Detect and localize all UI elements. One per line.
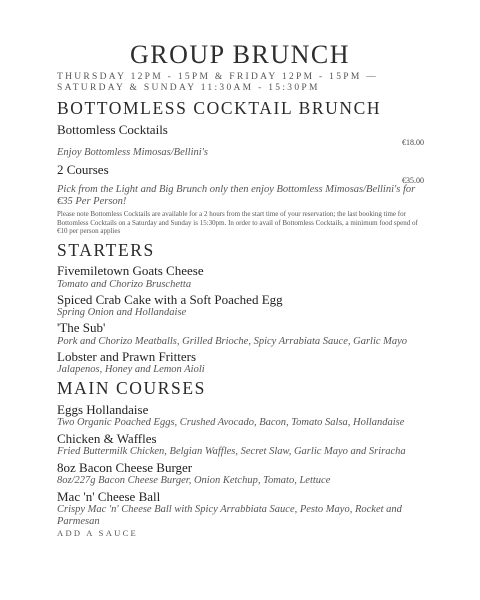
menu-item-name: Mac 'n' Cheese Ball bbox=[57, 489, 161, 504]
menu-item-description: 8oz/227g Bacon Cheese Burger, Onion Ketchup, Tomato, Lettuce bbox=[57, 475, 331, 486]
menu-item-name: 'The Sub' bbox=[57, 320, 106, 335]
brunch-schedule: THURSDAY 12PM - 15PM & FRIDAY 12PM - 15PM — SATURDAY & SUNDAY 11:30AM - 15:30PM bbox=[57, 72, 379, 93]
menu-item-name: 2 Courses bbox=[57, 162, 109, 177]
add-sauce-label: ADD A SAUCE bbox=[57, 528, 139, 538]
menu-item-name: Spiced Crab Cake with a Soft Poached Egg bbox=[57, 292, 283, 307]
menu-item-description: Pick from the Light and Big Brunch only then enjoy Bottomless Mimosas/Bellini's for €35 Per Person! bbox=[57, 184, 416, 207]
menu-item-description: Pork and Chorizo Meatballs, Grilled Brioche, Spicy Arrabiata Sauce, Garlic Mayo bbox=[57, 336, 408, 347]
menu-item-name: Lobster and Prawn Fritters bbox=[57, 349, 197, 364]
menu-item-description: Tomato and Chorizo Bruschetta bbox=[57, 279, 192, 290]
menu-item-description: Crispy Mac 'n' Cheese Ball with Spicy Arrabbiata Sauce, Pesto Mayo, Rocket and Parmesan bbox=[57, 504, 402, 527]
menu-item-name: Chicken & Waffles bbox=[57, 431, 157, 446]
menu-item-name: Bottomless Cocktails bbox=[57, 122, 168, 137]
section-heading-cocktail-brunch: BOTTOMLESS COCKTAIL BRUNCH bbox=[57, 98, 382, 118]
menu-item-description: Jalapenos, Honey and Lemon Aioli bbox=[57, 364, 205, 375]
menu-item-name: Eggs Hollandaise bbox=[57, 402, 149, 417]
menu-item-description: Fried Buttermilk Chicken, Belgian Waffles, Secret Slaw, Garlic Mayo and Sriracha bbox=[57, 446, 406, 457]
section-heading-starters: STARTERS bbox=[57, 240, 155, 260]
menu-item-name: Fivemiletown Goats Cheese bbox=[57, 263, 204, 278]
menu-item-price: €18.00 bbox=[402, 138, 424, 147]
menu-item-description: Enjoy Bottomless Mimosas/Bellini's bbox=[57, 147, 208, 158]
page-title: GROUP BRUNCH bbox=[129, 40, 351, 69]
menu-item-price: €35.00 bbox=[402, 176, 424, 185]
bottomless-note: Please note Bottomless Cocktails are available for a 2 hours from the start time of your reservation; the last booking time for Bottomless Cocktails on a Saturday and Sunday is 15:30pm. In order to avail of Bottomless Cocktails, a minimum food spend of €10 per person applies bbox=[57, 210, 418, 236]
menu-item-description: Spring Onion and Hollandaise bbox=[57, 307, 187, 318]
menu-item-name: 8oz Bacon Cheese Burger bbox=[57, 460, 193, 475]
section-heading-main-courses: MAIN COURSES bbox=[57, 378, 207, 398]
menu-item-description: Two Organic Poached Eggs, Crushed Avocado, Bacon, Tomato Salsa, Hollandaise bbox=[57, 417, 405, 428]
